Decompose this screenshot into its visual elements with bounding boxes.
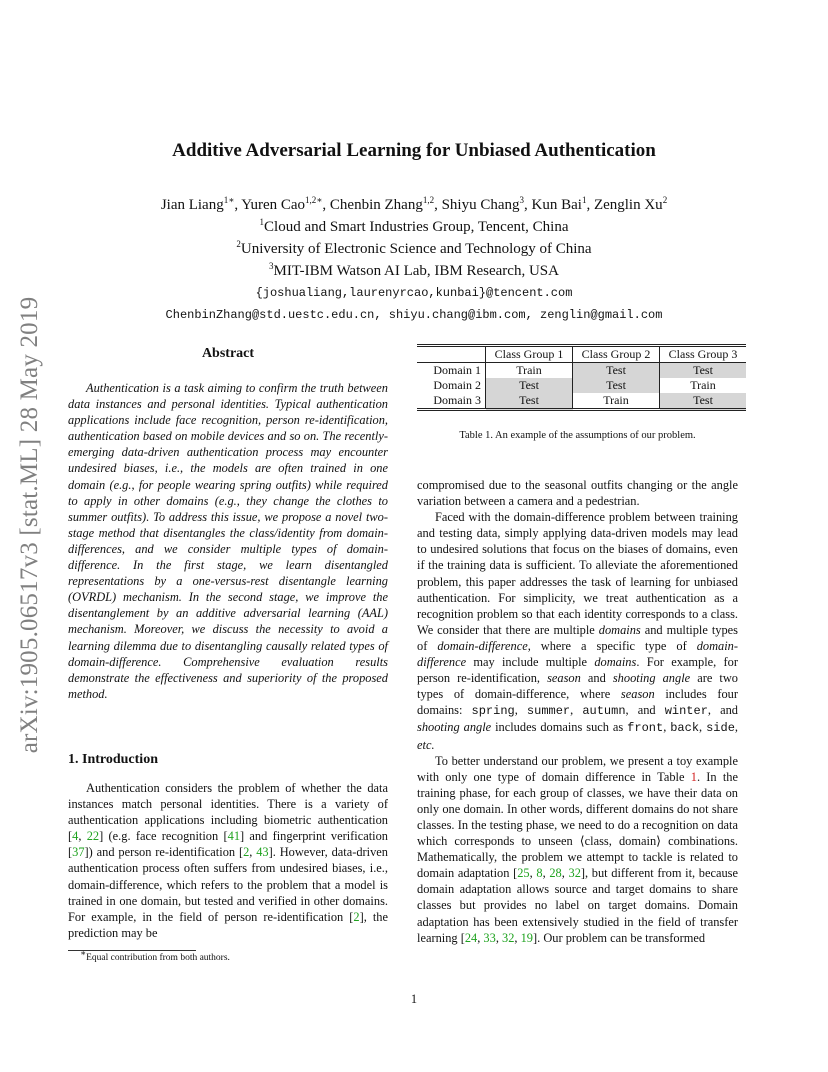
table-cell: Test xyxy=(660,363,747,379)
table-header-cell: Class Group 1 xyxy=(486,346,573,363)
table-caption: Table 1. An example of the assumptions of our problem. xyxy=(459,430,696,441)
citation-link[interactable]: 4 xyxy=(72,829,79,844)
citation-link[interactable]: 8 xyxy=(536,866,543,881)
citation-link[interactable]: 19 xyxy=(520,930,533,945)
arxiv-identifier-stamp xyxy=(10,270,50,780)
citation-link[interactable]: 2 xyxy=(243,845,250,860)
citation-link[interactable]: 24 xyxy=(464,930,478,945)
affiliation-line: $^1$Cloud and Smart Industries Group, Tencent, China xyxy=(259,217,569,235)
author-names-line: Jian Liang$^{1∗}$, Yuren Cao$^{1,2∗}$, Chenbin Zhang$^{1,2}$, Shiyu Chang$^3$, Kun Bai$^1$, Zenglin Xu$^2$ xyxy=(160,195,668,213)
author-name: Chenbin Zhang xyxy=(329,197,423,213)
table-cell: Train xyxy=(573,393,660,410)
arxiv-identifier-text: arXiv:1905.06517v3 [stat.ML] 28 May 2019 xyxy=(16,296,43,754)
author-affiliation-mark: 3 xyxy=(519,195,525,205)
table-cell: Train xyxy=(660,378,747,393)
citation-link[interactable]: 32 xyxy=(568,866,581,881)
table-row xyxy=(417,393,746,410)
table-row-label: Domain 2 xyxy=(433,378,481,392)
citation-link[interactable]: 22 xyxy=(86,829,100,844)
paragraph: compromised due to the seasonal outfits changing or the angle variation between a camera and a pedestrian. xyxy=(417,478,738,509)
table-row xyxy=(417,378,746,393)
citation-link[interactable]: 41 xyxy=(227,829,241,844)
table-cell: Test xyxy=(486,378,573,393)
paragraph: Faced with the domain-difference problem between training and testing data, simply applying data-driven models may lead to undesired solutions that focus on the biases of domains, even if the training data is sufficient. To alleviate the aforementioned problem, this paper addresses the task of learning for unbiased authentication. For simplicity, we treat authentication as a recognition problem so that each identity corresponds to a class. We consider that there are multiple domains and multiple types of domain-difference, where a specific type of domain-difference may include multiple domains. For example, for person re-identification, season and shooting angle are two types of domain-difference, where season includes four domains: spring, summer, autumn, and winter, and shooting angle includes domains such as front, back, side, etc. xyxy=(417,510,739,752)
table-cell: Train xyxy=(486,363,573,379)
author-affiliation-mark: 1∗ xyxy=(223,195,235,205)
abstract-heading: Abstract xyxy=(201,346,255,361)
affiliation-line: $^3$MIT-IBM Watson AI Lab, IBM Research, USA xyxy=(269,261,559,279)
citation-link[interactable]: 37 xyxy=(72,845,85,860)
assumptions-table xyxy=(417,344,746,411)
table-cell: Test xyxy=(660,393,747,410)
author-name: Zenglin Xu xyxy=(593,197,663,213)
table-header-cell: Class Group 2 xyxy=(573,346,660,363)
abstract-body xyxy=(68,380,388,702)
author-block xyxy=(0,194,828,326)
table-row-label: Domain 1 xyxy=(433,363,481,377)
author-affiliation-mark: 2 xyxy=(662,195,668,205)
author-affiliation-mark: 1 xyxy=(581,195,587,205)
citation-link[interactable]: 2 xyxy=(353,909,360,924)
citation-link[interactable]: 28 xyxy=(549,866,562,881)
table-reference-link[interactable]: 1 xyxy=(690,769,697,784)
page-number: 1 xyxy=(410,992,418,1006)
table-header-cell: Class Group 3 xyxy=(660,346,747,363)
email-line: {joshualiang,laurenyrcao,kunbai}@tencent.com xyxy=(255,286,573,300)
paper-title: Additive Adversarial Learning for Unbiased Authentication xyxy=(172,140,656,161)
email-line: ChenbinZhang@std.uestc.edu.cn, shiyu.chang@ibm.com, zenglin@gmail.com xyxy=(165,308,663,322)
affiliation-line: $^2$University of Electronic Science and Technology of China xyxy=(236,239,592,257)
abstract-text: Authentication is a task aiming to confirm the truth between data instances and personal identities. Typical authentication applications include face recognition, person re-identification, authentication based on mobile devices and so on. The recently-emerging data-driven authentication process may encounter undesired biases, i.e., the models are often trained in one domain (e.g., for people wearing spring outfits) while required to apply in other domains (e.g., they change the clothes to summer outfits). To address this issue, we propose a novel two-stage method that disentangles the class/identity from domain-differences, and we consider multiple types of domain-difference. In the first stage, we learn disentangled representations by a one-versus-rest disentangle learning (OVRDL) mechanism. In the second stage, we improve the disentanglement by an additive adversarial learning (AAL) mechanism. Moreover, we discuss the necessity to avoid a learning dilemma due to disentangling causally related types of domain-difference. Comprehensive evaluation results demonstrate the effectiveness and superiority of the proposed method. xyxy=(68,381,388,701)
author-name: Yuren Cao xyxy=(241,197,306,213)
author-name: Shiyu Chang xyxy=(441,197,520,213)
section-heading-introduction: 1. Introduction xyxy=(68,752,158,767)
footnote: ∗Equal contribution from both authors. xyxy=(80,948,230,964)
table-corner xyxy=(417,346,486,363)
author-name: Jian Liang xyxy=(160,197,224,213)
author-affiliation-mark: 1,2∗ xyxy=(305,195,323,205)
citation-link[interactable]: 32 xyxy=(502,930,515,945)
table-cell: Test xyxy=(573,363,660,379)
table-cell: Test xyxy=(573,378,660,393)
citation-link[interactable]: 25 xyxy=(517,866,530,881)
paragraph: Authentication considers the problem of whether the data instances match personal identities. There is a variety of authentication applications including biometric authentication [4, 22] (e.g. face recognition [41] and fingerprint verification [37]) and person re-identification [2, 43]. However, data-driven authentication process often suffers from undesired biases, i.e., domain-difference, which refers to the problem that a model is trained in one domain, but tested and verified in other domains. For example, in the field of person re-identification [2], the prediction may be xyxy=(68,781,388,940)
introduction-body xyxy=(68,780,388,941)
citation-link[interactable]: 33 xyxy=(483,930,496,945)
right-column-body xyxy=(417,477,738,946)
author-name: Kun Bai xyxy=(531,197,582,213)
citation-link[interactable]: 43 xyxy=(256,845,269,860)
table-row-label: Domain 3 xyxy=(417,393,486,410)
table-cell: Test xyxy=(486,393,573,410)
paragraph: To better understand our problem, we present a toy example with only one type of domain difference in Table 1. In the training phase, for each group of classes, we have their data on only one domain. In other words, different domains do not share classes. In the testing phase, we need to do a recognition on data which corresponds to unseen ⟨class, domain⟩ combinations. Mathematically, the problem we attempt to tackle is related to domain adaptation [25, 8, 28, 32], but different from it, because domain adaptation allows source and target domains to share classes but provides no label on target domains. Domain adaptation has been extensively studied in the field of transfer learning [24, 33, 32, 19]. Our problem can be transformed xyxy=(417,753,738,945)
footnote-divider xyxy=(68,950,196,951)
table-row xyxy=(417,363,746,379)
author-affiliation-mark: 1,2 xyxy=(422,195,435,205)
